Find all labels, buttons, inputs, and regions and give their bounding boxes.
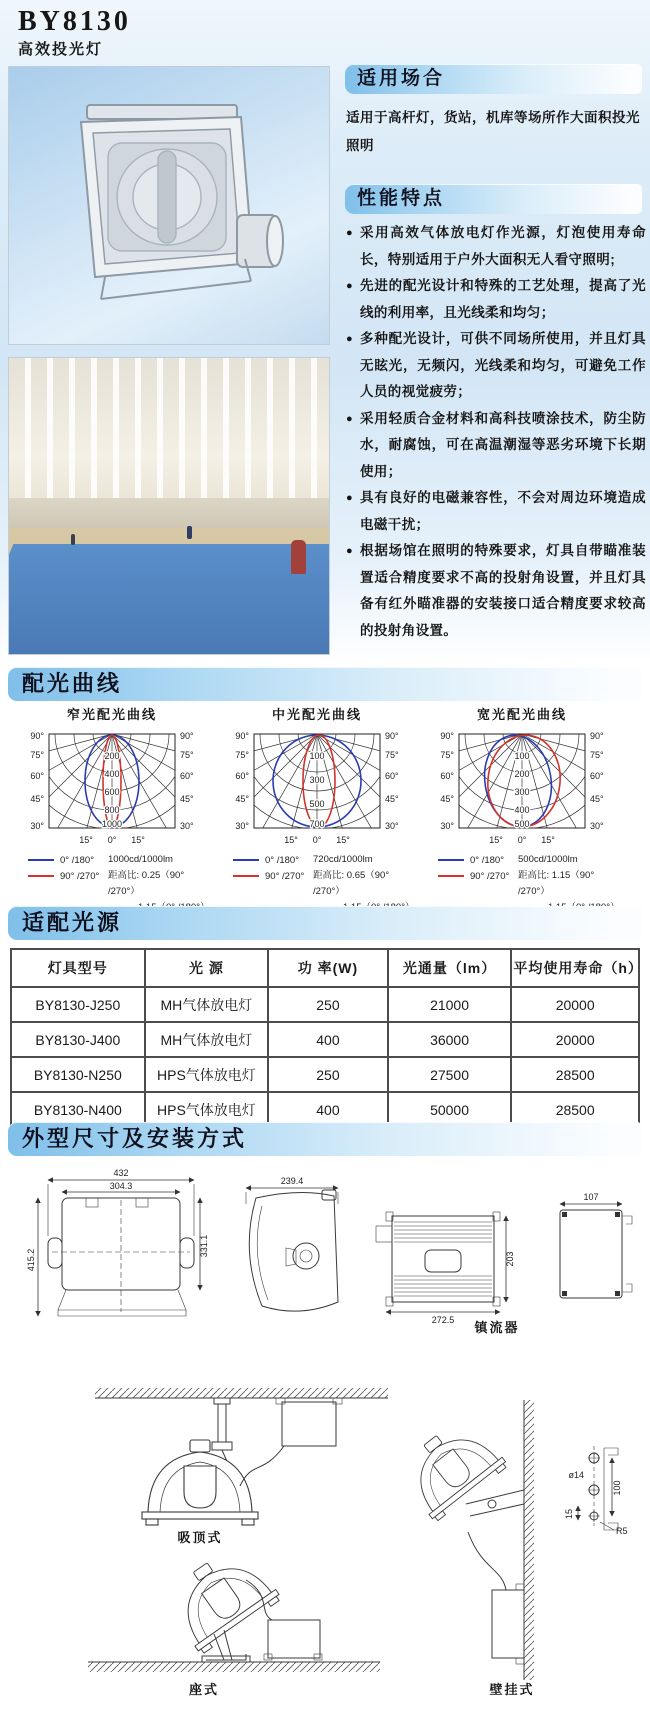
table-header-cell: 光 源: [145, 949, 269, 987]
cell-source: MH气体放电灯: [145, 1022, 269, 1057]
legend-label: 90° /270°: [60, 870, 100, 882]
legend-label: 90° /270°: [470, 870, 510, 882]
person-figure: [71, 534, 75, 545]
polar-chart: [219, 726, 415, 848]
svg-text:239.4: 239.4: [280, 1176, 304, 1186]
cell-power: 400: [268, 1022, 388, 1057]
product-model-title: BY8130: [18, 6, 131, 37]
application-text: 适用于高杆灯，货站，机库等场所作大面积投光照明: [346, 110, 640, 153]
feature-list: [346, 220, 646, 644]
wall-mount-drawing: [394, 1400, 535, 1697]
table-header-cell: 平均使用寿命（h）: [511, 949, 639, 987]
table-row: [11, 1057, 639, 1092]
blue-line-swatch: [28, 859, 54, 861]
feature-item: ● 采用高效气体放电灯作光源，灯泡使用寿命长，特别适用于户外大面积无人看守照明;: [346, 220, 646, 273]
red-line-swatch: [438, 875, 464, 877]
table-header-cell: 光通量（lm）: [388, 949, 512, 987]
chart-wide-beam: [424, 704, 620, 916]
product-photo: [8, 66, 330, 345]
floodlight-illustration: [9, 67, 329, 344]
section-header-dimensions: 外型尺寸及安装方式: [8, 1122, 642, 1156]
table-header-cell: 功 率(W): [268, 949, 388, 987]
svg-text:400: 400: [514, 805, 530, 815]
base-mount-drawing: [88, 1539, 380, 1697]
cell-power: 250: [268, 987, 388, 1022]
hall-wall: [9, 498, 329, 528]
chart-title: 中光配光曲线: [271, 707, 362, 722]
table-header-row: [11, 949, 639, 987]
svg-text:600: 600: [104, 787, 120, 797]
product-name-subtitle: 高效投光灯: [18, 41, 104, 58]
cell-model: BY8130-J250: [11, 987, 145, 1022]
ratio-note: 距高比: 0.65（90° /270°）: [313, 870, 390, 897]
cell-life: 28500: [511, 1092, 639, 1127]
section-header-application: 适用场合: [345, 64, 642, 94]
cell-model: BY8130-J400: [11, 1022, 145, 1057]
svg-text:304.3: 304.3: [109, 1181, 133, 1191]
feature-item: ● 具有良好的电磁兼容性，不会对周边环境造成电磁干扰；: [346, 485, 646, 538]
cell-source: HPS气体放电灯: [145, 1092, 269, 1127]
table-header-cell: 灯具型号: [11, 949, 145, 987]
svg-text:700: 700: [309, 819, 325, 829]
legend-label: 0° /180°: [265, 854, 300, 866]
intensity-note: 720cd/1000lm: [313, 854, 373, 865]
svg-text:ø14: ø14: [568, 1470, 584, 1480]
polar-chart: [424, 726, 620, 848]
ceiling-mount-drawing: [95, 1388, 388, 1545]
front-view-drawing: [26, 1168, 209, 1316]
section-header-distribution: 配光曲线: [8, 667, 642, 701]
dimension-drawings: [0, 1160, 650, 1716]
chart-title: 宽光配光曲线: [476, 707, 567, 722]
cell-life: 20000: [511, 987, 639, 1022]
cell-source: HPS气体放电灯: [145, 1057, 269, 1092]
svg-text:100: 100: [309, 751, 325, 761]
side-view-drawing: [246, 1176, 338, 1311]
cell-power: 400: [268, 1092, 388, 1127]
blue-line-swatch: [233, 859, 259, 861]
wall-mount-detail: [564, 1446, 628, 1536]
chart-title: 窄光配光曲线: [66, 707, 157, 722]
cell-power: 250: [268, 1057, 388, 1092]
legend-label: 0° /180°: [470, 854, 505, 866]
cell-flux: 27500: [388, 1057, 512, 1092]
feature-item: ● 根据场馆在照明的特殊要求，灯具自带瞄准装置适合精度要求不高的投射角设置，并且灯具备有红外瞄准器的安装接口适合精度要求较高的投射角设置。: [346, 538, 646, 644]
svg-text:432: 432: [113, 1168, 129, 1178]
cell-life: 28500: [511, 1057, 639, 1092]
chart-narrow-beam: [14, 704, 210, 916]
hall-blue-mat: [8, 544, 330, 655]
lamp-table: [10, 948, 643, 1128]
section-header-features: 性能特点: [345, 184, 642, 214]
intensity-note: 1000cd/1000lm: [108, 854, 173, 865]
cell-source: MH气体放电灯: [145, 987, 269, 1022]
feature-item: ● 先进的配光设计和特殊的工艺处理，提高了光线的利用率，且光线柔和均匀；: [346, 273, 646, 326]
hall-ceiling: [9, 358, 329, 498]
svg-text:300: 300: [514, 787, 530, 797]
wall-mount-label: 壁挂式: [489, 1682, 535, 1697]
svg-text:500: 500: [309, 799, 325, 809]
ballast-top-view: [376, 1212, 515, 1325]
svg-text:1000: 1000: [101, 819, 123, 829]
cell-flux: 21000: [388, 987, 512, 1022]
feature-item: ● 采用轻质合金材料和高科技喷涂技术，防尘防水，耐腐蚀，可在高温潮湿等恶劣环境下长期使用；: [346, 406, 646, 486]
legend-label: 90° /270°: [265, 870, 305, 882]
table-row: [11, 1022, 639, 1057]
svg-text:100: 100: [514, 751, 530, 761]
cell-life: 20000: [511, 1022, 639, 1057]
base-mount-label: 座式: [188, 1682, 220, 1697]
svg-text:107: 107: [583, 1192, 599, 1202]
person-figure: [187, 526, 192, 539]
svg-text:331.1: 331.1: [199, 1234, 209, 1258]
svg-text:203: 203: [505, 1251, 515, 1267]
svg-text:272.5: 272.5: [431, 1315, 455, 1325]
svg-text:500: 500: [514, 819, 530, 829]
svg-text:300: 300: [309, 775, 325, 785]
svg-text:200: 200: [514, 769, 530, 779]
svg-text:800: 800: [104, 805, 120, 815]
chart-medium-beam: [219, 704, 415, 916]
ceiling-mount-label: 吸顶式: [177, 1530, 223, 1545]
svg-text:100: 100: [612, 1480, 622, 1496]
section-header-lamps: 适配光源: [8, 906, 642, 940]
intensity-note: 500cd/1000lm: [518, 854, 578, 865]
svg-text:15: 15: [564, 1508, 574, 1520]
svg-text:200: 200: [104, 751, 120, 761]
svg-text:400: 400: [104, 769, 120, 779]
legend-label: 0° /180°: [60, 854, 95, 866]
svg-text:R5: R5: [616, 1526, 628, 1536]
polar-chart: [14, 726, 210, 848]
cell-flux: 50000: [388, 1092, 512, 1127]
red-line-swatch: [233, 875, 259, 877]
person-figure: [291, 540, 306, 574]
red-line-swatch: [28, 875, 54, 877]
feature-item: ● 多种配光设计，可供不同场所使用，并且灯具无眩光，无频闪，光线柔和均匀，可避免工作人员的视觉疲劳；: [346, 326, 646, 406]
ratio-note: 距高比: 1.15（90° /270°）: [518, 870, 595, 897]
ratio-note: 距高比: 0.25（90° /270°）: [108, 870, 185, 897]
cell-model: BY8130-N250: [11, 1057, 145, 1092]
cell-model: BY8130-N400: [11, 1092, 145, 1127]
cell-flux: 36000: [388, 1022, 512, 1057]
ballast-side-view: [560, 1192, 632, 1298]
svg-text:415.2: 415.2: [26, 1248, 36, 1272]
table-row: [11, 987, 639, 1022]
sports-hall-photo: [8, 357, 330, 655]
ballast-label: 镇流器: [474, 1320, 520, 1335]
blue-line-swatch: [438, 859, 464, 861]
